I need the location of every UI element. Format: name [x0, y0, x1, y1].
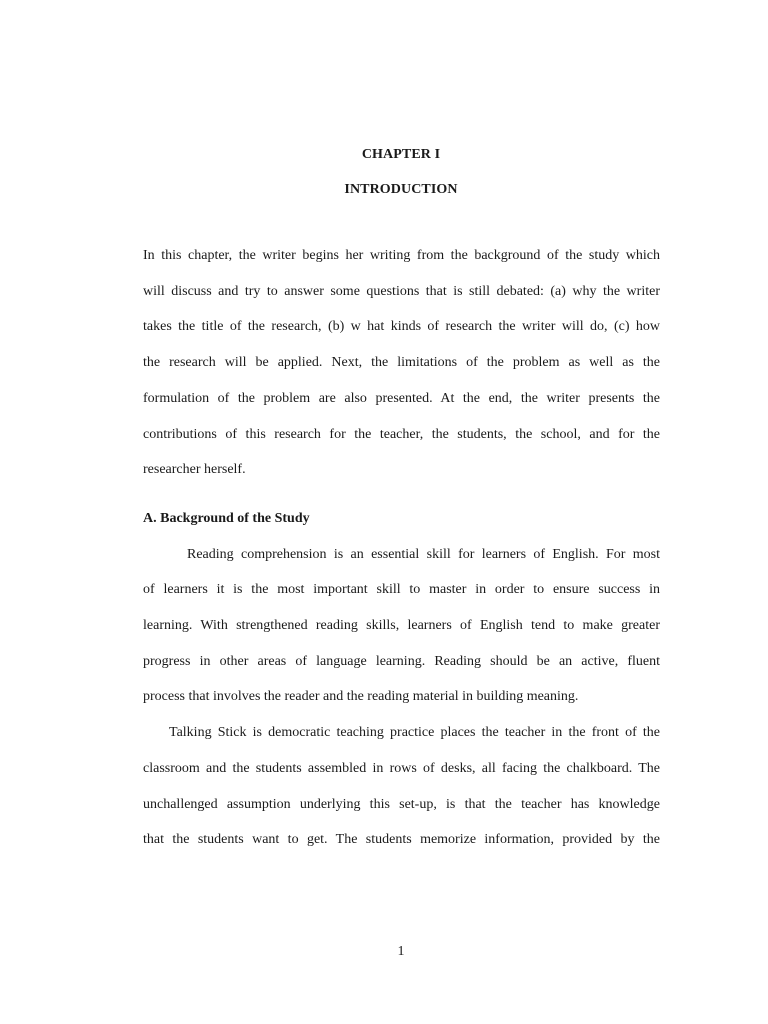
intro-line: takes the title of the research, (b) w hat kinds of research the writer will do, (c) how — [143, 319, 660, 334]
paragraph-line: of learners it is the most important skill to master in order to ensure success in — [143, 582, 660, 597]
paragraph-line: unchallenged assumption underlying this set-up, is that the teacher has knowledge — [143, 797, 660, 812]
paragraph-line: Talking Stick is democratic teaching practice places the teacher in the front of the — [169, 725, 660, 740]
paragraph-line: learning. With strengthened reading skills, learners of English tend to make greater — [143, 618, 660, 633]
intro-line: In this chapter, the writer begins her writing from the background of the study which — [143, 248, 660, 263]
intro-line: contributions of this research for the teacher, the students, the school, and for the — [143, 427, 660, 442]
paragraph-line: classroom and the students assembled in rows of desks, all facing the chalkboard. The — [143, 761, 660, 776]
intro-line: the research will be applied. Next, the limitations of the problem as well as the — [143, 355, 660, 370]
intro-line: will discuss and try to answer some questions that is still debated: (a) why the writer — [143, 284, 660, 299]
page-number: 1 — [397, 944, 405, 959]
paragraph-line: Reading comprehension is an essential skill for learners of English. For most — [187, 547, 660, 562]
chapter-label: CHAPTER I — [361, 147, 441, 162]
paragraph-line: process that involves the reader and the reading material in building meaning. — [143, 689, 579, 704]
paragraph-line: progress in other areas of language learning. Reading should be an active, fluent — [143, 654, 660, 669]
intro-line: formulation of the problem are also presented. At the end, the writer presents the — [143, 391, 660, 406]
intro-line: researcher herself. — [143, 462, 246, 477]
chapter-title: INTRODUCTION — [344, 182, 458, 197]
paragraph-line: that the students want to get. The students memorize information, provided by the — [143, 832, 660, 847]
section-heading: A. Background of the Study — [143, 511, 310, 526]
